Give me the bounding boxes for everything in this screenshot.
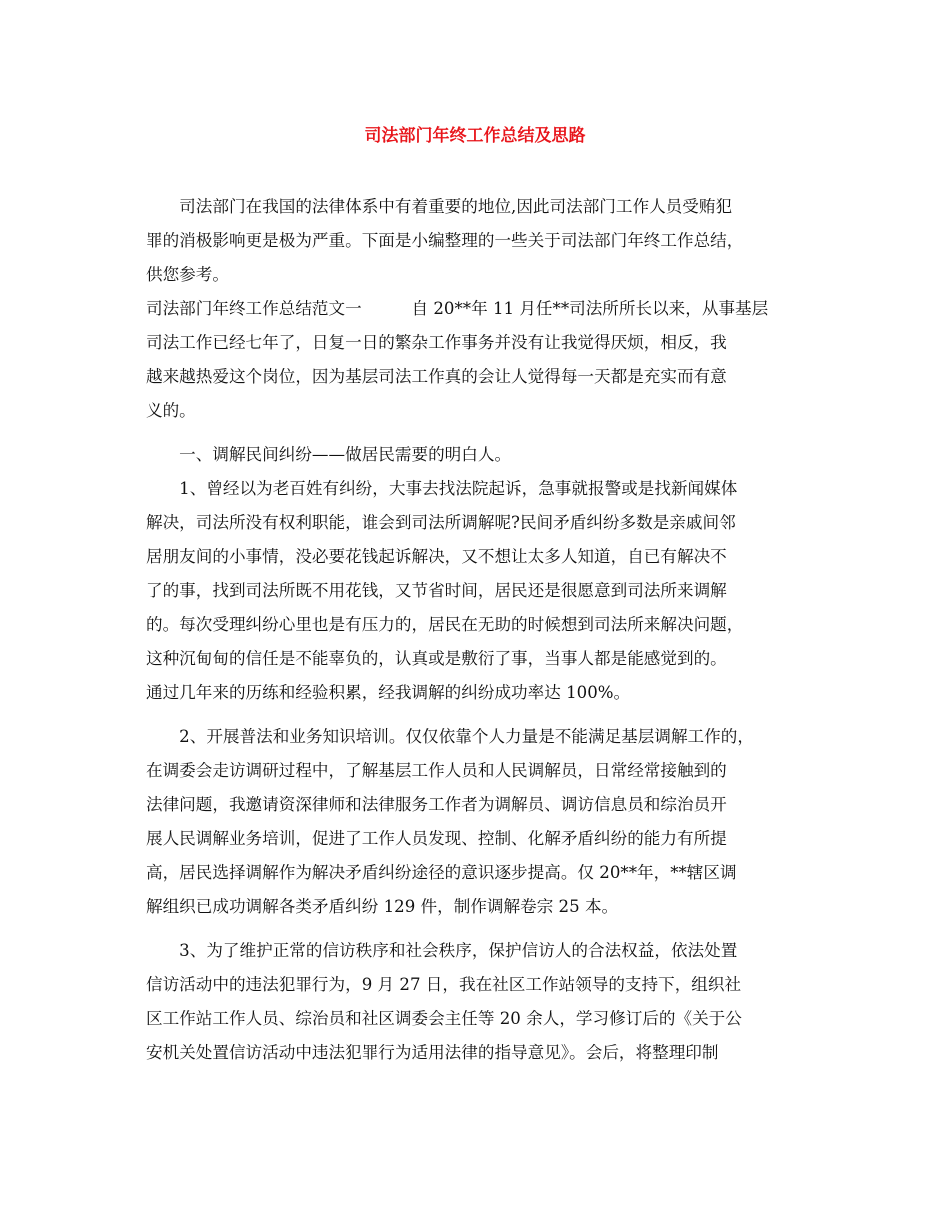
paragraph-line: 义的。 bbox=[146, 401, 196, 420]
paragraph-line: 法律问题，我邀请资深律师和法律服务工作者为调解员、调访信息员和综治员开 bbox=[146, 795, 727, 814]
paragraph-line: 的。每次受理纠纷心里也是有压力的，居民在无助的时候想到司法所来解决问题， bbox=[146, 615, 744, 634]
paragraph-line: 区工作站工作人员、综治员和社区调委会主任等 20 余人，学习修订后的《关于公 bbox=[146, 1009, 742, 1028]
paragraph-line: 通过几年来的历练和经验积累，经我调解的纠纷成功率达 100%。 bbox=[146, 683, 631, 702]
paragraph-line: 一、调解民间纠纷——做居民需要的明白人。 bbox=[146, 445, 512, 464]
paragraph-line: 解组织已成功调解各类矛盾纠纷 129 件，制作调解卷宗 25 本。 bbox=[146, 897, 619, 916]
paragraph-line: 司法部门年终工作总结范文一 自 20**年 11 月任**司法所所长以来，从事基层 bbox=[146, 299, 769, 318]
paragraph-line: 安机关处置信访活动中违法犯罪行为适用法律的指导意见》。会后，将整理印制 bbox=[146, 1043, 719, 1062]
paragraph-line: 高，居民选择调解作为解决矛盾纠纷途径的意识逐步提高。仅 20**年，**辖区调 bbox=[146, 863, 737, 882]
paragraph-line: 在调委会走访调研过程中，了解基层工作人员和人民调解员，日常经常接触到的 bbox=[146, 761, 727, 780]
document-title: 司法部门年终工作总结及思路 bbox=[364, 126, 586, 146]
paragraph-line: 3、为了维护正常的信访秩序和社会秩序，保护信访人的合法权益，依法处置 bbox=[146, 941, 738, 960]
paragraph-line: 居朋友间的小事情，没必要花钱起诉解决，又不想让太多人知道，自已有解决不 bbox=[146, 547, 727, 566]
paragraph-line: 这种沉甸甸的信任是不能辜负的，认真或是敷衍了事，当事人都是能感觉到的。 bbox=[146, 649, 727, 668]
paragraph-line: 司法工作已经七年了，日复一日的繁杂工作事务并没有让我觉得厌烦，相反，我 bbox=[146, 333, 727, 352]
paragraph-line: 信访活动中的违法犯罪行为，9 月 27 日，我在社区工作站领导的支持下，组织社 bbox=[146, 975, 742, 994]
paragraph-line: 越来越热爱这个岗位，因为基层司法工作真的会让人觉得每一天都是充实而有意 bbox=[146, 367, 727, 386]
paragraph-line: 解决，司法所没有权利职能，谁会到司法所调解呢?民间矛盾纠纷多数是亲戚间邻 bbox=[146, 513, 736, 532]
paragraph-line: 展人民调解业务培训，促进了工作人员发现、控制、化解矛盾纠纷的能力有所提 bbox=[146, 829, 727, 848]
paragraph-line: 1、曾经以为老百姓有纠纷，大事去找法院起诉，急事就报警或是找新闻媒体 bbox=[146, 479, 738, 498]
paragraph-line: 供您参考。 bbox=[146, 265, 229, 284]
paragraph-line: 了的事，找到司法所既不用花钱，又节省时间，居民还是很愿意到司法所来调解 bbox=[146, 581, 727, 600]
paragraph-line: 2、开展普法和业务知识培训。仅仅依靠个人力量是不能满足基层调解工作的， bbox=[146, 727, 754, 746]
paragraph-line: 司法部门在我国的法律体系中有着重要的地位,因此司法部门工作人员受贿犯 bbox=[146, 197, 733, 216]
paragraph-line: 罪的消极影响更是极为严重。下面是小编整理的一些关于司法部门年终工作总结， bbox=[146, 231, 744, 250]
